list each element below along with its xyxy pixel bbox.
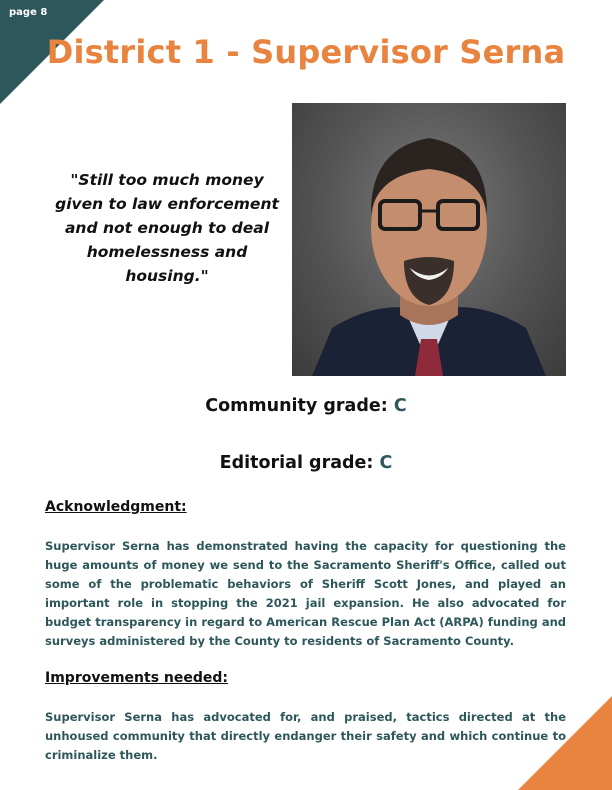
editorial-grade-label: Editorial grade: [219, 453, 374, 473]
improvements-heading: Improvements needed: [45, 670, 229, 686]
page-number: page 8 [9, 7, 48, 18]
pull-quote: "Still too much money given to law enforcement and not enough to deal homelessness and housing." [55, 171, 279, 285]
community-grade-value: C [393, 396, 407, 416]
editorial-grade [0, 453, 612, 473]
acknowledgment-heading: Acknowledgment: [45, 499, 187, 515]
supervisor-portrait-photo [292, 103, 566, 376]
community-grade-label: Community grade: [205, 396, 388, 416]
community-grade [0, 396, 612, 416]
editorial-grade-value: C [379, 453, 393, 473]
improvements-text: Supervisor Serna has advocated for, and praised, tactics directed at the unhoused community that directly endanger their safety and which continue to criminalize them. [45, 710, 566, 762]
page-title: District 1 - Supervisor Serna [46, 33, 566, 71]
acknowledgment-text: Supervisor Serna has demonstrated having the capacity for questioning the huge amounts of money we send to the Sacramento Sheriff's Office, called out some of the problematic behaviors of Sheriff Scott Jones, and played an important role in stopping the 2021 jail expansion. He also advocated for budget transparency in regard to American Rescue Plan Act (ARPA) funding and surveys administered by the County to residents of Sacramento County. [45, 539, 566, 648]
portrait-illustration [292, 103, 566, 376]
